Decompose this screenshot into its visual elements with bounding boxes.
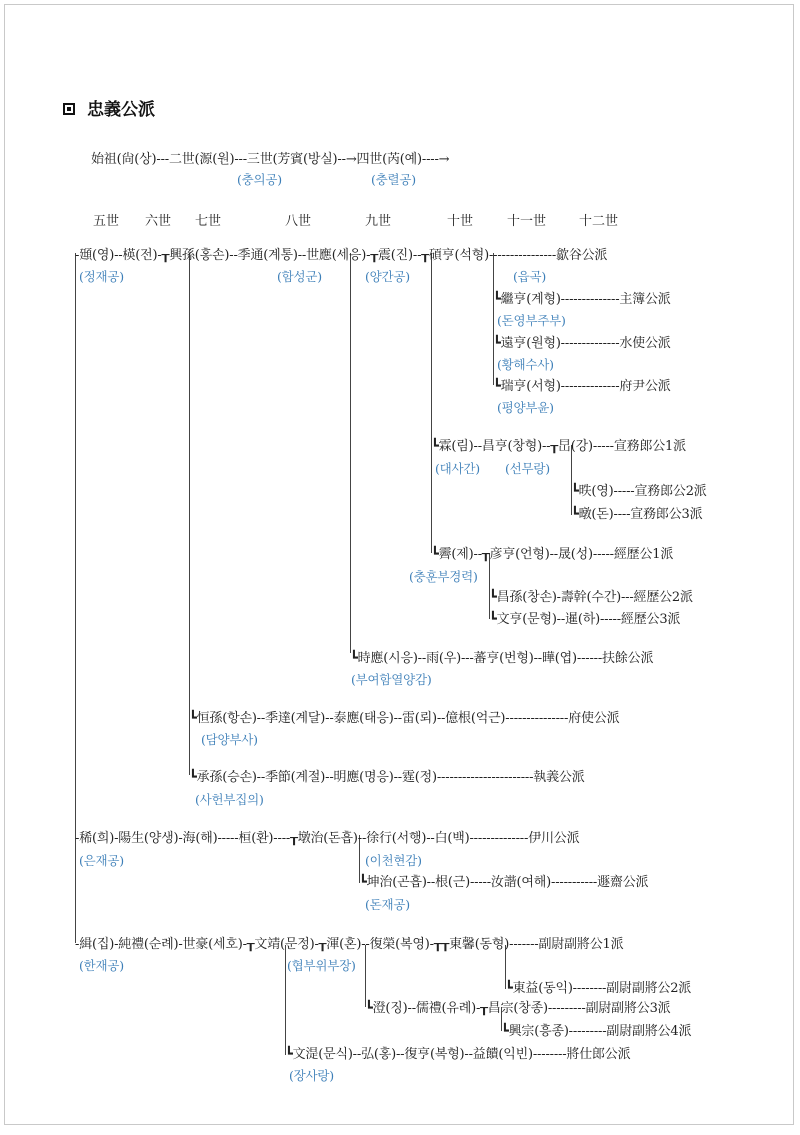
row-13-note: (사헌부집의) [195,792,264,807]
row-8: ┗霽(제)--┰彦亨(언형)--晟(성)-----經歷公1派 [431,547,674,562]
row-16-note: (한재공) [79,958,124,973]
row-9: ┗昌孫(창손)-壽幹(수간)---經歷公2派 [489,590,693,605]
row-18: ┗澄(징)--儒禮(유례)-┰昌宗(창종)---------副尉副將公3派 [365,1001,671,1016]
row-11: ┗時應(시응)--雨(우)---蕃亨(번형)--曄(엽)------扶餘公派 [350,651,654,666]
row-16: -緝(집)-純禮(순례)-世豪(세호)-┰文靖(문정)-┰渾(혼)--復榮(복영)-┰┰東馨(동형)-------副尉副將公1派 [75,937,624,952]
row-10: ┗文亨(문형)--暹(하)-----經歷公3派 [489,612,681,627]
gen-11: 十一世 [507,214,547,229]
row-19: ┗興宗(흥종)---------副尉副將公4派 [501,1024,692,1039]
row-13: ┗承孫(승손)--季節(계절)--明應(명응)--霆(정)-----------------------執義公派 [189,770,585,785]
row-3-note: (황해수사) [497,357,554,372]
row-5-note: (대사간) [435,461,480,476]
row-1: -頲(영)--楧(전)-┰興孫(홍손)--季通(계통)--世應(세응)-┰震(진)--┰碩亨(석형)----------------歙谷公派 [75,248,608,263]
connector-line [285,945,286,1055]
connector-line [493,253,494,385]
row-1-note-2: (함성군) [277,269,322,284]
row-4: ┗瑞亨(서형)--------------府尹公派 [493,379,671,394]
gen-9: 九世 [365,214,392,229]
row-2: ┗繼亨(계형)--------------主簿公派 [493,292,671,307]
row-14-note-2: (이천현감) [365,853,422,868]
row-5: ┗霖(림)--昌亨(창형)--┰旵(강)-----宣務郎公1派 [431,439,686,454]
row-5-note-2: (선무랑) [505,461,550,476]
row-15: ┗坤治(곤흡)--根(근)-----汝諧(여해)-----------遯齋公派 [359,875,649,890]
connector-line [571,445,572,515]
connector-line [350,253,351,653]
row-12: ┗恒孫(항손)--季達(계달)--泰應(태응)--雷(뢰)--億根(억근)---------------府使公派 [189,711,620,726]
row-20-note: (장사랑) [289,1068,334,1083]
gen-10: 十世 [447,214,474,229]
gen-6: 六世 [145,214,172,229]
document-page [4,4,794,1125]
row-15-note: (돈재공) [365,897,410,912]
row-8-note: (충훈부경력) [409,569,478,584]
row-20: ┗文湜(문식)--弘(홍)--復亨(복형)--益饋(익빈)--------將仕郎公派 [285,1047,631,1062]
row-12-note: (담양부사) [201,732,258,747]
row-1-note: (정재공) [79,269,124,284]
row-6: ┗昳(영)-----宣務郎公2派 [571,484,707,499]
gen-7: 七世 [195,214,222,229]
row-1-note-3: (양간공) [365,269,410,284]
connector-line [431,253,432,553]
lineage-line: 始祖(尙(상)---二世(源(원)---三世(芳賓(방실)--→四世(芮(예)----→ [91,152,450,167]
row-3: ┗遠亨(원형)--------------水使公派 [493,336,671,351]
row-11-note: (부여함열양감) [351,672,432,687]
row-14: -稀(희)-陽生(양생)-海(해)-----桓(환)----┰墩治(돈흡)--徐行(서행)--白(백)--------------伊川公派 [75,831,580,846]
gen-5: 五世 [93,214,120,229]
row-4-note: (평양부윤) [497,400,554,415]
row-1-note-4: (읍곡) [513,269,547,284]
lineage-note-2: (충의공) [237,172,282,187]
lineage-note-3: (충렬공) [371,172,416,187]
row-14-note: (은재공) [79,853,124,868]
square-bullet-icon [63,103,75,115]
gen-8: 八世 [285,214,312,229]
row-17: ┗東益(동익)--------副尉副將公2派 [505,981,692,996]
gen-12: 十二世 [579,214,619,229]
row-7: ┗暾(돈)----宣務郎公3派 [571,507,703,522]
row-16-note-2: (협부위부장) [287,958,356,973]
section-title: 忠義公派 [63,95,155,120]
connector-line [365,945,366,1007]
connector-line [189,253,190,775]
row-2-note: (돈영부주부) [497,313,566,328]
